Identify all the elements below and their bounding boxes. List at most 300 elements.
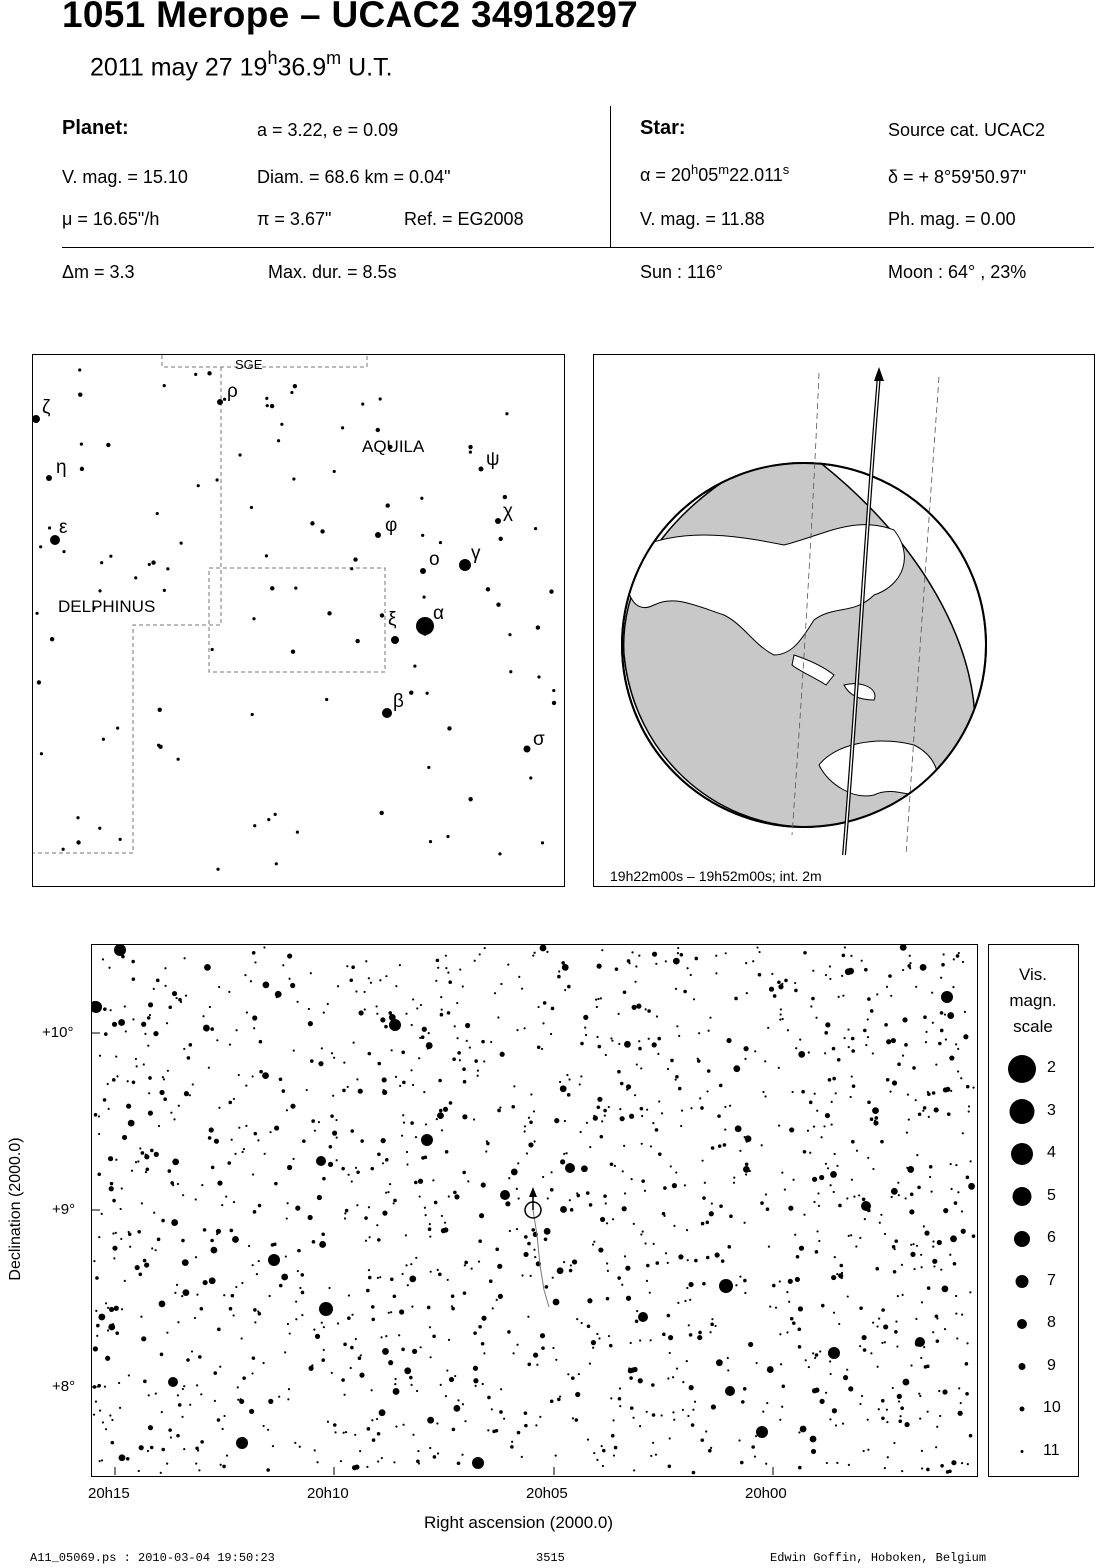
detail-chart-svg bbox=[92, 945, 976, 1475]
field-star bbox=[782, 1018, 784, 1020]
field-star bbox=[345, 1431, 347, 1433]
field-star bbox=[952, 986, 954, 988]
field-star bbox=[141, 1151, 145, 1155]
field-star bbox=[126, 1104, 131, 1109]
field-star bbox=[554, 1118, 559, 1123]
star-label-eta: η bbox=[56, 457, 67, 478]
planet-diameter: Diam. = 68.6 km = 0.04" bbox=[257, 167, 451, 187]
field-star bbox=[587, 1324, 591, 1328]
field-star bbox=[950, 1163, 952, 1165]
field-star bbox=[167, 1070, 169, 1072]
field-star bbox=[414, 1181, 418, 1185]
field-star bbox=[448, 1195, 450, 1197]
field-star bbox=[798, 1306, 803, 1311]
field-star bbox=[500, 983, 502, 985]
field-star bbox=[393, 1388, 400, 1395]
field-star bbox=[611, 1040, 613, 1042]
field-star bbox=[779, 1419, 781, 1421]
field-star bbox=[815, 1017, 817, 1019]
field-star-bright bbox=[725, 1386, 735, 1396]
field-star bbox=[864, 968, 868, 972]
field-star bbox=[189, 1043, 193, 1047]
field-star bbox=[911, 1171, 913, 1173]
field-star bbox=[415, 1136, 417, 1138]
field-star bbox=[355, 1167, 357, 1169]
field-star bbox=[137, 1160, 139, 1162]
finder-faint-star bbox=[353, 557, 357, 561]
field-star bbox=[969, 1291, 971, 1293]
field-star bbox=[543, 1001, 547, 1005]
field-star bbox=[812, 1388, 817, 1393]
field-star bbox=[596, 1459, 598, 1461]
field-star bbox=[118, 1019, 125, 1026]
field-star bbox=[781, 1172, 783, 1174]
field-star bbox=[689, 1333, 693, 1337]
field-star bbox=[619, 1405, 621, 1407]
field-star bbox=[103, 1098, 107, 1102]
field-star bbox=[360, 1354, 362, 1356]
field-star bbox=[101, 1459, 103, 1461]
finder-faint-star bbox=[80, 443, 83, 446]
field-star bbox=[601, 949, 603, 951]
field-star bbox=[153, 1212, 155, 1214]
field-star bbox=[581, 1165, 588, 1172]
field-star bbox=[947, 1012, 954, 1019]
field-star bbox=[743, 1279, 747, 1283]
field-star bbox=[688, 1324, 690, 1326]
field-star bbox=[508, 1177, 510, 1179]
field-star bbox=[527, 1363, 531, 1367]
field-star bbox=[690, 974, 692, 976]
field-star bbox=[619, 1108, 621, 1110]
field-star bbox=[445, 1395, 447, 1397]
field-star bbox=[961, 1229, 966, 1234]
field-star bbox=[377, 1062, 381, 1066]
field-star bbox=[845, 968, 852, 975]
field-star bbox=[148, 1076, 152, 1080]
field-star bbox=[334, 1431, 336, 1433]
field-star bbox=[701, 1222, 705, 1226]
field-star bbox=[541, 1346, 545, 1350]
field-star bbox=[462, 1114, 467, 1119]
field-star bbox=[794, 989, 798, 993]
field-star bbox=[652, 1042, 657, 1047]
field-star bbox=[835, 1092, 837, 1094]
finder-faint-star bbox=[333, 470, 336, 473]
field-star bbox=[129, 1246, 131, 1248]
field-star bbox=[485, 1150, 487, 1152]
field-star bbox=[301, 1291, 305, 1295]
field-star bbox=[600, 1135, 604, 1139]
field-star bbox=[209, 1277, 216, 1284]
field-star bbox=[379, 1409, 386, 1416]
field-star bbox=[344, 1217, 346, 1219]
ytick-label-10: +10° bbox=[42, 1024, 74, 1041]
field-star bbox=[851, 1140, 855, 1144]
field-star bbox=[709, 1211, 714, 1216]
field-star bbox=[428, 1032, 430, 1034]
field-star bbox=[410, 1069, 412, 1071]
field-star bbox=[269, 1131, 271, 1133]
field-star bbox=[623, 990, 627, 994]
field-star bbox=[850, 1234, 852, 1236]
finder-faint-star bbox=[291, 650, 295, 654]
field-star bbox=[184, 1091, 189, 1096]
field-star bbox=[343, 1394, 345, 1396]
field-star bbox=[817, 1192, 819, 1194]
field-star bbox=[287, 1165, 292, 1170]
field-star bbox=[441, 1129, 443, 1131]
field-star bbox=[945, 1087, 950, 1092]
field-star bbox=[448, 1339, 450, 1341]
field-star bbox=[246, 1011, 248, 1013]
field-star bbox=[209, 1127, 214, 1132]
planet-parallax: π = 3.67" bbox=[257, 209, 332, 229]
finder-faint-star bbox=[409, 690, 413, 694]
field-star bbox=[237, 1386, 239, 1388]
star-ra: $\alpha = 20^h05^m22.011^s$ bbox=[640, 162, 790, 185]
earth-map-svg bbox=[594, 355, 1093, 885]
field-star bbox=[665, 1252, 667, 1254]
field-star bbox=[811, 1449, 816, 1454]
field-star bbox=[913, 1268, 915, 1270]
field-star bbox=[329, 1145, 333, 1149]
field-star bbox=[607, 1270, 609, 1272]
field-star bbox=[321, 1047, 323, 1049]
field-star bbox=[445, 1150, 449, 1154]
field-star bbox=[651, 1383, 655, 1387]
field-star bbox=[884, 1341, 886, 1343]
field-star bbox=[955, 1312, 957, 1314]
field-star bbox=[475, 1385, 477, 1387]
field-star bbox=[675, 988, 677, 990]
field-star bbox=[653, 1243, 655, 1245]
field-star bbox=[711, 1146, 715, 1150]
field-star-bright bbox=[389, 1019, 401, 1031]
field-star bbox=[395, 1076, 397, 1078]
field-star bbox=[147, 1450, 149, 1452]
field-star bbox=[958, 952, 960, 954]
field-star bbox=[932, 1246, 934, 1248]
field-star bbox=[183, 1385, 185, 1387]
finder-faint-star bbox=[350, 567, 353, 570]
planet-orbit: a = 3.22, e = 0.09 bbox=[257, 120, 399, 140]
field-star bbox=[279, 1077, 283, 1081]
finder-faint-star bbox=[327, 611, 331, 615]
field-star bbox=[745, 1162, 749, 1166]
field-star bbox=[178, 1403, 182, 1407]
field-star bbox=[422, 1027, 427, 1032]
field-star bbox=[958, 1411, 963, 1416]
field-star bbox=[243, 1148, 245, 1150]
field-star bbox=[382, 1211, 387, 1216]
field-star bbox=[921, 1266, 923, 1268]
field-star bbox=[800, 1426, 807, 1433]
field-star bbox=[563, 1261, 565, 1263]
field-star bbox=[144, 1262, 149, 1267]
field-star bbox=[404, 1367, 411, 1374]
field-star bbox=[372, 1438, 376, 1442]
finder-faint-star bbox=[379, 811, 383, 815]
field-star bbox=[302, 1139, 306, 1143]
field-star bbox=[456, 1002, 458, 1004]
planet-vmag: V. mag. = 15.10 bbox=[62, 167, 188, 187]
field-star bbox=[841, 1277, 843, 1279]
field-star bbox=[481, 1316, 486, 1321]
field-star bbox=[216, 1229, 221, 1234]
finder-faint-star bbox=[211, 648, 214, 651]
star-label-psi: ψ bbox=[486, 449, 500, 470]
field-star bbox=[203, 1280, 208, 1285]
field-star bbox=[867, 1018, 869, 1020]
star-label-epsilon: ε bbox=[59, 517, 68, 538]
field-star bbox=[128, 1120, 135, 1127]
field-star bbox=[174, 1292, 176, 1294]
field-star bbox=[836, 1165, 838, 1167]
y-axis-label: Declination (2000.0) bbox=[7, 1137, 24, 1281]
field-star bbox=[496, 1299, 498, 1301]
field-star bbox=[585, 1034, 587, 1036]
field-star bbox=[694, 957, 698, 961]
field-star bbox=[766, 1402, 768, 1404]
field-star bbox=[380, 1336, 382, 1338]
field-star bbox=[208, 1136, 212, 1140]
field-star bbox=[663, 1186, 667, 1190]
field-star bbox=[420, 1004, 422, 1006]
field-star bbox=[552, 1347, 554, 1349]
field-star bbox=[93, 1260, 95, 1262]
field-star bbox=[122, 1135, 127, 1140]
finder-faint-star bbox=[446, 835, 449, 838]
field-star bbox=[429, 1326, 431, 1328]
field-star bbox=[688, 1282, 693, 1287]
finder-faint-star bbox=[296, 831, 299, 834]
field-star bbox=[196, 1384, 198, 1386]
field-star bbox=[356, 1078, 358, 1080]
finder-bright-star bbox=[459, 559, 471, 571]
field-star bbox=[457, 1051, 461, 1055]
field-star bbox=[951, 1188, 953, 1190]
field-star bbox=[626, 1296, 631, 1301]
field-star bbox=[181, 1295, 183, 1297]
field-star bbox=[222, 1465, 226, 1469]
field-star bbox=[443, 1107, 448, 1112]
field-star bbox=[711, 1318, 713, 1320]
field-star bbox=[204, 964, 211, 971]
field-star bbox=[744, 1058, 746, 1060]
field-star bbox=[938, 1042, 942, 1046]
field-star bbox=[646, 1280, 648, 1282]
field-star bbox=[917, 1186, 921, 1190]
field-star bbox=[627, 959, 631, 963]
legend-dot bbox=[1019, 1363, 1026, 1370]
field-star bbox=[601, 1120, 603, 1122]
field-star bbox=[557, 975, 561, 979]
field-star bbox=[893, 1270, 897, 1274]
field-star bbox=[233, 1201, 235, 1203]
field-star bbox=[897, 1182, 899, 1184]
finder-faint-star bbox=[426, 692, 429, 695]
finder-faint-star bbox=[76, 840, 80, 844]
field-star bbox=[528, 1142, 533, 1147]
field-star bbox=[746, 992, 748, 994]
field-star bbox=[745, 1135, 752, 1142]
field-star bbox=[867, 1449, 869, 1451]
field-star bbox=[932, 1259, 937, 1264]
field-star bbox=[615, 967, 619, 971]
field-star bbox=[274, 1182, 278, 1186]
finder-faint-star bbox=[194, 373, 197, 376]
field-star bbox=[881, 1416, 885, 1420]
finder-faint-star bbox=[486, 587, 490, 591]
field-star bbox=[773, 994, 777, 998]
field-star bbox=[401, 1273, 403, 1275]
field-star bbox=[564, 1120, 566, 1122]
field-star bbox=[667, 1377, 669, 1379]
field-star bbox=[479, 1213, 484, 1218]
field-star bbox=[769, 1306, 771, 1308]
field-star bbox=[424, 1207, 426, 1209]
field-star bbox=[546, 951, 548, 953]
field-star-bright bbox=[168, 1377, 178, 1387]
field-star bbox=[471, 1267, 473, 1269]
field-star bbox=[749, 1170, 751, 1172]
field-star bbox=[794, 1234, 796, 1236]
field-star bbox=[95, 1276, 99, 1280]
field-star bbox=[237, 1399, 239, 1401]
field-star bbox=[368, 1269, 370, 1271]
field-star bbox=[113, 1257, 115, 1259]
field-star bbox=[669, 1437, 671, 1439]
field-star bbox=[145, 1171, 147, 1173]
field-star bbox=[729, 1105, 731, 1107]
star-heading: Star: bbox=[640, 117, 686, 139]
field-star bbox=[606, 1222, 608, 1224]
field-star bbox=[410, 1121, 414, 1125]
field-star bbox=[238, 1074, 240, 1076]
field-star bbox=[254, 1132, 258, 1136]
field-star bbox=[600, 1217, 605, 1222]
field-star bbox=[285, 1255, 287, 1257]
footer-file: A11_05069.ps : 2010-03-04 19:50:23 bbox=[30, 1551, 275, 1565]
field-star bbox=[333, 1057, 335, 1059]
field-star bbox=[711, 1404, 716, 1409]
field-star bbox=[632, 1417, 634, 1419]
field-star bbox=[587, 1439, 589, 1441]
field-star bbox=[177, 1321, 179, 1323]
field-star bbox=[235, 1286, 237, 1288]
field-star bbox=[676, 1025, 678, 1027]
finder-faint-star bbox=[251, 713, 254, 716]
field-star bbox=[432, 1334, 436, 1338]
field-star bbox=[779, 1019, 781, 1021]
field-star-bright bbox=[719, 1279, 733, 1293]
field-star bbox=[213, 1371, 217, 1375]
field-star bbox=[678, 1087, 682, 1091]
field-star bbox=[301, 1314, 303, 1316]
finder-faint-star bbox=[429, 840, 432, 843]
field-star bbox=[481, 1342, 485, 1346]
field-star bbox=[143, 1063, 145, 1065]
field-star bbox=[176, 1284, 178, 1286]
field-star bbox=[843, 1037, 845, 1039]
finder-bright-star bbox=[524, 746, 531, 753]
finder-faint-star bbox=[270, 404, 274, 408]
field-star bbox=[332, 1131, 337, 1136]
field-star bbox=[940, 977, 942, 979]
field-star bbox=[586, 1122, 588, 1124]
field-star bbox=[832, 1408, 837, 1413]
finder-faint-star bbox=[100, 561, 103, 564]
field-star bbox=[719, 1084, 723, 1088]
field-star bbox=[803, 1214, 805, 1216]
field-star bbox=[831, 1101, 833, 1103]
field-star bbox=[473, 1118, 475, 1120]
field-star bbox=[540, 1333, 545, 1338]
field-star bbox=[636, 1310, 638, 1312]
field-star bbox=[937, 1240, 942, 1245]
legend-dot bbox=[1017, 1319, 1027, 1329]
field-star bbox=[900, 945, 907, 951]
field-star bbox=[403, 1122, 405, 1124]
field-star bbox=[402, 1424, 404, 1426]
field-star bbox=[825, 1392, 827, 1394]
field-star bbox=[355, 990, 357, 992]
field-star bbox=[131, 1170, 133, 1172]
field-star bbox=[932, 1240, 934, 1242]
field-star bbox=[626, 1084, 631, 1089]
field-star bbox=[498, 1294, 503, 1299]
field-star bbox=[183, 1048, 185, 1050]
field-star bbox=[401, 1348, 405, 1352]
field-star bbox=[173, 1118, 175, 1120]
field-star bbox=[288, 978, 290, 980]
field-star bbox=[780, 1008, 782, 1010]
field-star bbox=[252, 1015, 257, 1020]
field-star bbox=[923, 1015, 927, 1019]
field-star bbox=[370, 982, 372, 984]
field-star bbox=[282, 964, 284, 966]
field-star bbox=[743, 1222, 745, 1224]
field-star bbox=[831, 1123, 833, 1125]
finder-faint-star bbox=[40, 752, 43, 755]
field-star bbox=[678, 1035, 680, 1037]
field-star bbox=[920, 1357, 922, 1359]
field-star bbox=[223, 1415, 225, 1417]
field-star bbox=[189, 1404, 191, 1406]
field-star bbox=[462, 1403, 464, 1405]
field-star bbox=[851, 1179, 853, 1181]
field-star bbox=[385, 1335, 387, 1337]
field-star bbox=[99, 1409, 101, 1411]
field-star bbox=[689, 1385, 694, 1390]
field-star bbox=[101, 1213, 103, 1215]
finder-faint-star bbox=[37, 680, 41, 684]
field-star bbox=[644, 1242, 646, 1244]
field-star bbox=[919, 1418, 921, 1420]
field-star bbox=[640, 1107, 644, 1111]
field-star bbox=[487, 1429, 489, 1431]
field-star bbox=[727, 1369, 729, 1371]
field-star bbox=[724, 1106, 726, 1108]
field-star bbox=[905, 1197, 907, 1199]
field-star bbox=[249, 1409, 254, 1414]
field-star bbox=[517, 1162, 519, 1164]
field-star bbox=[139, 1445, 144, 1450]
field-star bbox=[534, 1140, 536, 1142]
field-star bbox=[481, 1182, 486, 1187]
field-star bbox=[559, 1395, 561, 1397]
